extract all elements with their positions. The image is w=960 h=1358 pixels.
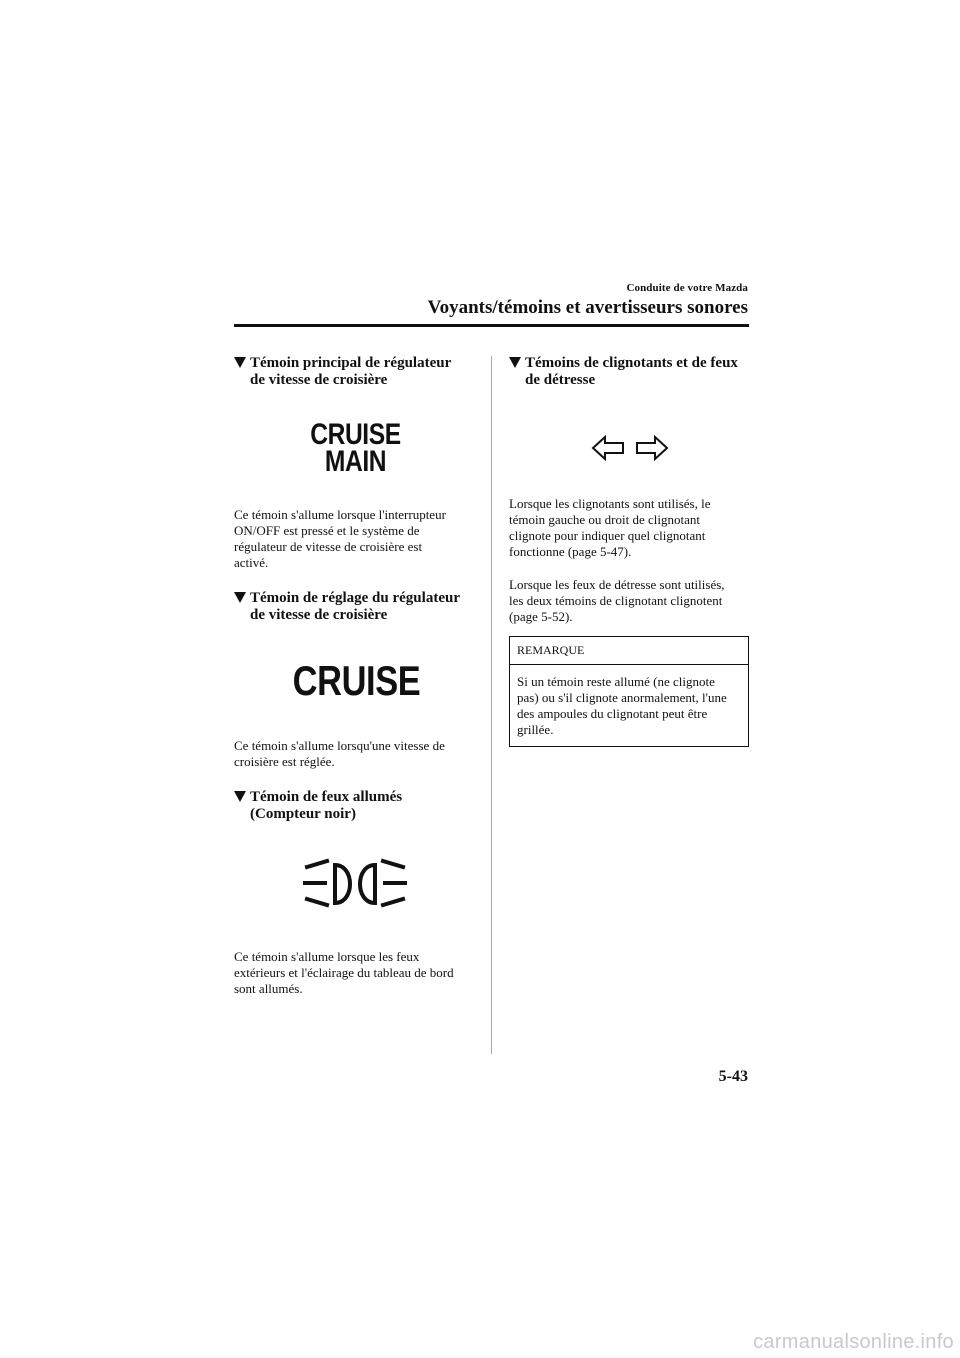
right-turn-arrow-icon [635, 435, 669, 461]
section-heading: Témoin de réglage du régulateur de vitesse de croisière [234, 590, 479, 624]
column-divider [491, 356, 492, 1054]
headlights-icon [299, 857, 411, 913]
section-cruise-main [234, 355, 479, 571]
section-heading: Témoin de feux allumés (Compteur noir) [234, 789, 479, 823]
section-heading: Témoins de clignotants et de feux de détresse [509, 355, 751, 389]
note-body: Si un témoin reste allumé (ne clignote pas) ou s'il clignote anormalement, l'une des ampoules du clignotant peut être grillée. [517, 674, 727, 737]
watermark: carmanualsonline.info [753, 1331, 954, 1353]
cruise-symbol: CRUISE [292, 657, 421, 704]
section-cruise-set [234, 590, 479, 770]
section-headlights [234, 789, 479, 997]
page-number: 5-43 [718, 1068, 748, 1085]
section-body: Lorsque les clignotants sont utilisés, le témoin gauche ou droit de clignotant clignote pour indiquer quel clignotant fonctionne (page 5-47). [509, 496, 711, 559]
cruise-main-symbol [234, 418, 479, 479]
header-chapter: Conduite de votre Mazda [626, 282, 748, 294]
note-title: REMARQUE [510, 637, 748, 665]
section-body: Ce témoin s'allume lorsqu'une vitesse de croisière est réglée. [234, 738, 445, 769]
section-turn-signals [509, 355, 751, 625]
section-body: Ce témoin s'allume lorsque l'interrupteur ON/OFF est pressé et le système de régulateur de vitesse de croisière est activé. [234, 507, 446, 570]
left-column [234, 355, 479, 997]
triangle-bullet-icon [509, 357, 521, 368]
section-body: Ce témoin s'allume lorsque les feux extérieurs et l'éclairage du tableau de bord sont allumés. [234, 949, 454, 996]
triangle-bullet-icon [234, 791, 246, 802]
section-body: Lorsque les feux de détresse sont utilisés, les deux témoins de clignotant clignotent (page 5-52). [509, 577, 725, 624]
header-title: Voyants/témoins et avertisseurs sonores [427, 297, 748, 318]
symbol-line-2: MAIN [324, 445, 387, 478]
note-box [509, 636, 749, 747]
triangle-bullet-icon [234, 357, 246, 368]
right-column [509, 355, 751, 747]
section-heading: Témoin principal de régulateur de vitesse de croisière [234, 355, 479, 389]
left-turn-arrow-icon [591, 435, 625, 461]
triangle-bullet-icon [234, 592, 246, 603]
header-rule [234, 324, 749, 327]
symbol-line-1: CRUISE [310, 418, 401, 451]
